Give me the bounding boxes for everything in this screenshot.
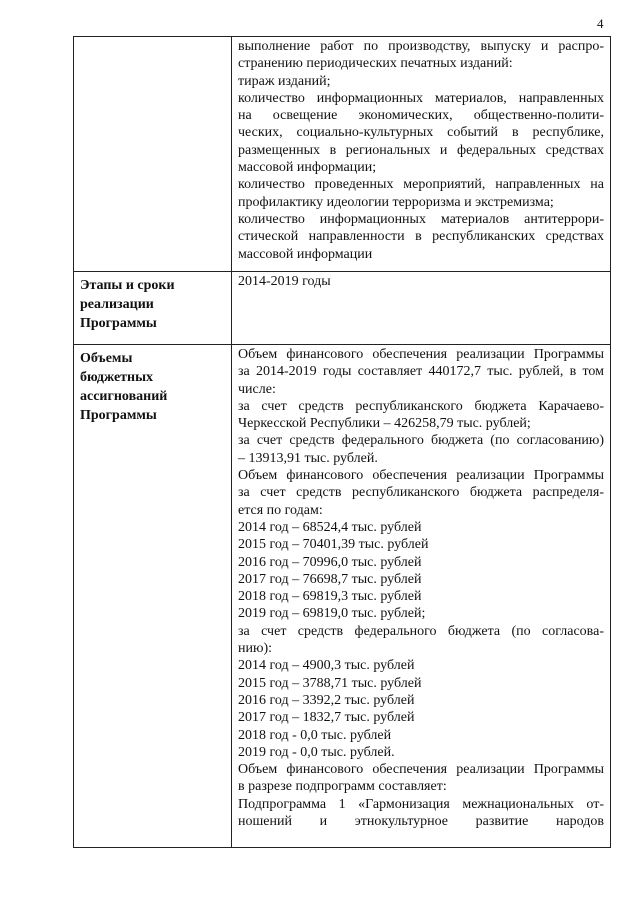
text-line: профилактику идеологии терроризма и экстремизма; (238, 194, 554, 210)
text-line: за счет средств республиканского бюджета Карачаево- (238, 398, 604, 414)
row-value-cell (232, 37, 611, 272)
text-line: 2018 год - 0,0 тыс. рублей (238, 727, 392, 743)
row-label-line: Объемы (80, 351, 133, 366)
text-line: количество информационных материалов, направленных (238, 90, 604, 106)
row-label-line: ассигнований (80, 389, 168, 404)
program-passport-table (73, 36, 611, 848)
row-label-line: реализации (80, 297, 154, 312)
text-line: 2014 год – 68524,4 тыс. рублей (238, 519, 422, 535)
row-label-cell (74, 37, 232, 272)
table-row (74, 37, 611, 272)
text-line: на освещение экономических, общественно-полити- (238, 108, 604, 124)
text-line: ческих, социально-культурных событий в республике, (238, 125, 604, 141)
text-line: 2014-2019 годы (238, 274, 331, 289)
row-value-cell (232, 272, 611, 345)
text-line: за счет средств республиканского бюджета распределя- (238, 485, 604, 501)
row-label-line: Программы (80, 408, 157, 423)
text-line: ношений и этнокультурное развитие народов (238, 814, 604, 830)
text-line: тираж изданий; (238, 73, 331, 89)
text-line: 2018 год – 69819,3 тыс. рублей (238, 589, 422, 605)
text-line: за счет средств федерального бюджета (по согласованию) (238, 433, 604, 449)
table-row (74, 272, 611, 345)
text-line: ется по годам: (238, 502, 323, 518)
row-label-cell (74, 272, 232, 345)
text-line: за 2014-2019 годы составляет 440172,7 тыс. рублей, в том (238, 364, 604, 380)
text-line: Подпрограмма 1 «Гармонизация межнациональных от- (238, 796, 604, 812)
text-line: в разрезе подпрограмм составляет: (238, 779, 447, 795)
text-line: 2016 год – 70996,0 тыс. рублей (238, 554, 422, 570)
text-line: 2016 год – 3392,2 тыс. рублей (238, 692, 415, 708)
text-line: 2017 год – 1832,7 тыс. рублей (238, 710, 415, 726)
row-label-line: Программы (80, 316, 157, 331)
text-line: массовой информации; (238, 160, 377, 176)
text-line: массовой информации (238, 246, 373, 262)
text-line: количество информационных материалов антитеррори- (238, 211, 604, 227)
page-number: 4 (597, 16, 604, 31)
row-label-line: бюджетных (80, 370, 154, 385)
text-line: – 13913,91 тыс. рублей. (238, 450, 378, 466)
text-line: выполнение работ по производству, выпуску и распро- (238, 39, 604, 54)
text-line: за счет средств федерального бюджета (по согласова- (238, 623, 604, 639)
text-line: Объем финансового обеспечения реализации Программы (238, 762, 604, 778)
row-label-cell (74, 345, 232, 848)
text-line: 2019 год - 0,0 тыс. рублей. (238, 744, 395, 760)
text-line: размещенных в региональных и федеральных средствах (238, 142, 604, 158)
table-row (74, 345, 611, 848)
text-line: Объем финансового обеспечения реализации Программы (238, 347, 604, 362)
text-line: 2017 год – 76698,7 тыс. рублей (238, 571, 422, 587)
text-line: количество проведенных мероприятий, направленных на (238, 177, 604, 193)
row-label-line: Этапы и сроки (80, 278, 175, 293)
text-line: числе: (238, 381, 276, 397)
text-line: Черкесской Республики – 426258,79 тыс. рублей; (238, 416, 531, 432)
text-line: стической направленности в республиканских средствах (238, 229, 604, 245)
text-line: 2015 год – 3788,71 тыс. рублей (238, 675, 422, 691)
text-line: 2019 год – 69819,0 тыс. рублей; (238, 606, 426, 622)
text-line: 2014 год – 4900,3 тыс. рублей (238, 658, 415, 674)
text-line: Объем финансового обеспечения реализации Программы (238, 468, 604, 484)
text-line: странению периодических печатных изданий: (238, 56, 513, 72)
row-value-cell (232, 345, 611, 848)
text-line: нию): (238, 641, 272, 657)
text-line: 2015 год – 70401,39 тыс. рублей (238, 537, 429, 553)
